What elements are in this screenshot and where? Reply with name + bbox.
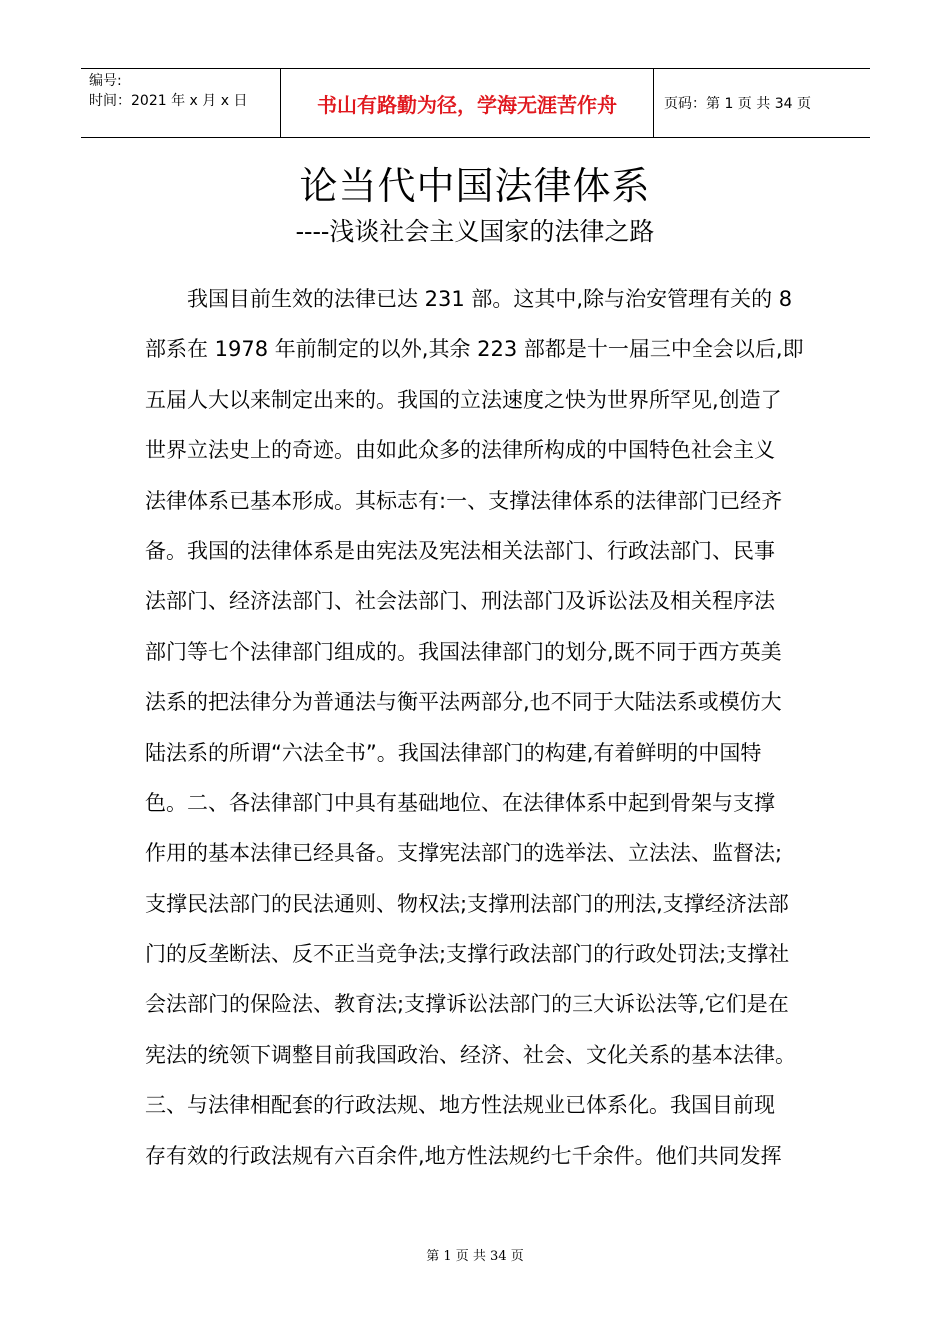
body-line: 我国目前生效的法律已达 231 部。这其中,除与治安管理有关的 8 [187, 287, 793, 311]
body-line: 门的反垄断法、反不正当竞争法;支撑行政法部门的行政处罚法;支撑社 [145, 942, 790, 967]
body-line: 世界立法史上的奇迹。由如此众多的法律所构成的中国特色社会主义 [145, 438, 775, 463]
body-line: 备。我国的法律体系是由宪法及宪法相关法部门、行政法部门、民事 [145, 538, 775, 563]
header-meta [81, 69, 281, 137]
document-subtitle: ----浅谈社会主义国家的法律之路 [295, 217, 655, 246]
document-number-label: 编号: [89, 73, 122, 89]
page-footer: 第 1 页 共 34 页 [426, 1249, 524, 1264]
document-time-label: 时间：2021 年 x 月 x 日 [89, 93, 248, 109]
document-header [81, 68, 870, 138]
document-title: 论当代中国法律体系 [299, 164, 651, 208]
body-line: 部门等七个法律部门组成的。我国法律部门的划分,既不同于西方英美 [145, 639, 782, 664]
body-line: 部系在 1978 年前制定的以外,其余 223 部都是十一届三中全会以后,即 [145, 337, 804, 362]
body-line: 色。二、各法律部门中具有基础地位、在法律体系中起到骨架与支撑 [145, 790, 775, 815]
body-line: 法系的把法律分为普通法与衡平法两部分,也不同于大陆法系或模仿大 [145, 690, 782, 715]
body-line: 宪法的统领下调整目前我国政治、经济、社会、文化关系的基本法律。 [145, 1042, 796, 1067]
body-line: 三、与法律相配套的行政法规、地方性法规业已体系化。我国目前现 [145, 1093, 775, 1118]
body-line: 作用的基本法律已经具备。支撑宪法部门的选举法、立法法、监督法; [145, 841, 783, 866]
body-line: 法部门、经济法部门、社会法部门、刑法部门及诉讼法及相关程序法 [145, 589, 775, 614]
body-line: 法律体系已基本形成。其标志有:一、支撑法律体系的法律部门已经齐 [145, 488, 783, 513]
body-line: 五届人大以来制定出来的。我国的立法速度之快为世界所罕见,创造了 [145, 387, 782, 412]
body-line: 陆法系的所谓“六法全书”。我国法律部门的构建,有着鲜明的中国特 [145, 740, 762, 765]
header-motto: 书山有路勤为径，学海无涯苦作舟 [281, 69, 654, 137]
body-line: 存有效的行政法规有六百余件,地方性法规约七千余件。他们共同发挥 [145, 1143, 782, 1168]
body-paragraph [145, 279, 805, 1186]
body-line: 会法部门的保险法、教育法;支撑诉讼法部门的三大诉讼法等,它们是在 [145, 992, 789, 1017]
body-line: 支撑民法部门的民法通则、物权法;支撑刑法部门的刑法,支撑经济法部 [145, 891, 789, 916]
header-page-info: 页码：第 1 页 共 34 页 [664, 96, 811, 112]
